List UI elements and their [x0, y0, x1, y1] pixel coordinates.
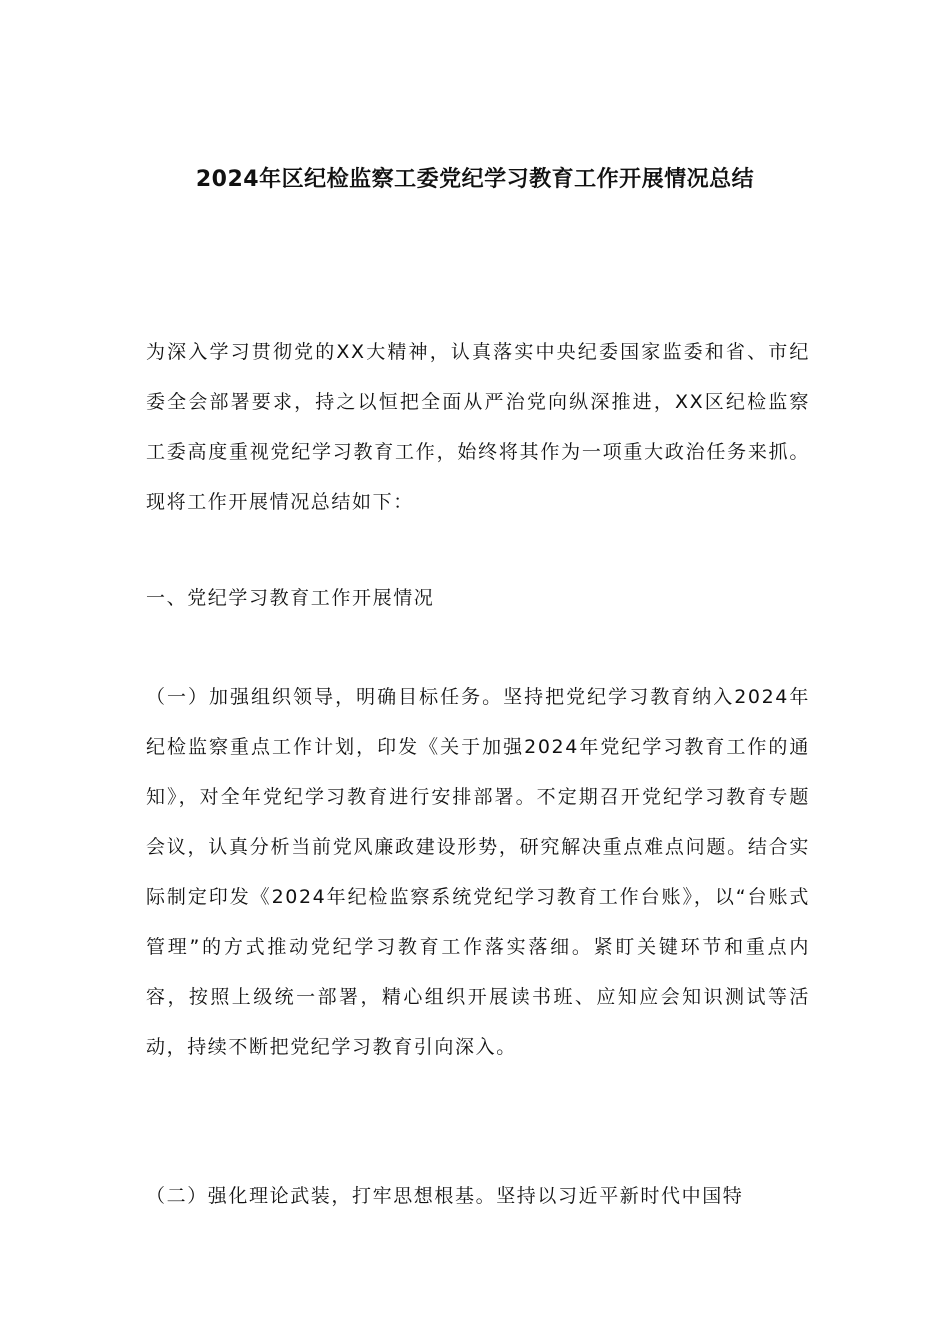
section-heading: 一、党纪学习教育工作开展情况	[146, 587, 435, 609]
intro-paragraph: 为深入学习贯彻党的XX大精神，认真落实中央纪委国家监委和省、市纪委全会部署要求，持之以恒把全面从严治党向纵深推进，XX区纪检监察工委高度重视党纪学习教育工作，始终将其作为一项重大政治任务来抓。现将工作开展情况总结如下：	[146, 341, 810, 513]
document-title: 2024年区纪检监察工委党纪学习教育工作开展情况总结	[195, 167, 755, 192]
section-2-paragraph: （二）强化理论武装，打牢思想根基。坚持以习近平新时代中国特	[146, 1185, 744, 1207]
section-1-paragraph: （一）加强组织领导，明确目标任务。坚持把党纪学习教育纳入2024年纪检监察重点工作计划，印发《关于加强2024年党纪学习教育工作的通知》，对全年党纪学习教育进行安排部署。不定期召开党纪学习教育专题会议，认真分析当前党风廉政建设形势，研究解决重点难点问题。结合实际制定印发《2024年纪检监察系统党纪学习教育工作台账》，以“台账式管理”的方式推动党纪学习教育工作落实落细。紧盯关键环节和重点内容，按照上级统一部署，精心组织开展读书班、应知应会知识测试等活动，持续不断把党纪学习教育引向深入。	[146, 686, 810, 1058]
